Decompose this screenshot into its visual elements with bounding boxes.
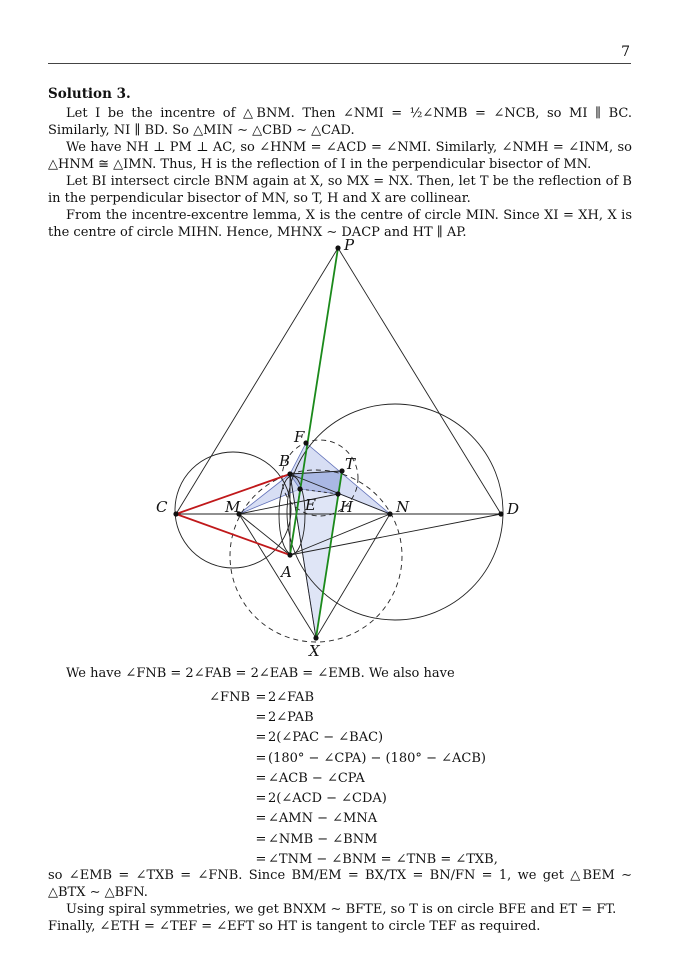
equation-row xyxy=(190,768,498,788)
equation-rhs: ∠ACB − ∠CPA xyxy=(268,770,365,786)
equation-relation: = xyxy=(255,689,267,705)
paragraph-4: From the incentre-excentre lemma, X is the centre of circle MIN. Since XI = XH, X is the centre of circle MIHN. Hence, MHNX ∼ DACP and HT ∥ AP. xyxy=(48,208,632,240)
label-E: E xyxy=(305,496,316,514)
label-P: P xyxy=(344,236,355,254)
point-H xyxy=(335,491,340,496)
equation-relation: = xyxy=(255,750,267,766)
label-A: A xyxy=(281,563,292,581)
equation-chain xyxy=(190,687,498,870)
equation-rhs: 2(∠ACD − ∠CDA) xyxy=(268,791,387,807)
label-B: B xyxy=(279,452,291,470)
equation-relation: = xyxy=(255,852,267,868)
paragraph-2: We have NH ⊥ PM ⊥ AC, so ∠HNM = ∠ACD = ∠NMI. Similarly, ∠NMH = ∠INM, so △HNM ≅ △IMN. Thus, H is the reflection of I in the perpendicular bisector of MN. xyxy=(48,140,632,172)
point-N xyxy=(387,511,392,516)
lead-sentence: We have ∠FNB = 2∠FAB = 2∠EAB = ∠EMB. We also have xyxy=(66,666,455,681)
equation-row xyxy=(190,748,498,768)
page-number: 7 xyxy=(621,44,630,60)
conclusion-line-1: so ∠EMB = ∠TXB = ∠FNB. Since BM/EM = BX/TX = BN/FN = 1, we get △BEM ∼ △BTX ∼ △BFN. xyxy=(48,868,632,900)
point-E xyxy=(297,486,302,491)
conclusion-text xyxy=(48,867,632,935)
line-MA xyxy=(239,514,290,555)
paragraph-1: Let I be the incentre of △BNM. Then ∠NMI = ½∠NMB = ∠NCB, so MI ∥ BC. Similarly, NI ∥ BD. So △MIN ∼ △CBD ∼ △CAD. xyxy=(48,106,632,138)
label-T: T xyxy=(345,455,356,473)
equation-rhs: ∠TNM − ∠BNM = ∠TNB = ∠TXB, xyxy=(268,852,498,868)
equation-row xyxy=(190,788,498,808)
segment-CA xyxy=(176,514,290,555)
geometry-figure xyxy=(0,236,680,661)
equation-rhs: 2∠PAB xyxy=(268,709,314,725)
equation-rhs: ∠AMN − ∠MNA xyxy=(268,811,378,827)
line-PD xyxy=(338,248,501,514)
equation-rhs: (180° − ∠CPA) − (180° − ∠ACB) xyxy=(268,750,486,766)
label-C: C xyxy=(156,498,168,516)
point-X xyxy=(313,635,318,640)
solution-heading: Solution 3. xyxy=(48,86,131,102)
point-labels xyxy=(156,236,519,660)
conclusion-line-3: Finally, ∠ETH = ∠TEF = ∠EFT so HT is tangent to circle TEF as required. xyxy=(48,919,541,934)
equation-row xyxy=(190,728,498,748)
equation-relation: = xyxy=(255,811,267,827)
equation-rhs: 2(∠PAC − ∠BAC) xyxy=(268,730,384,746)
paragraph-3: Let BI intersect circle BNM again at X, so MX = NX. Then, let T be the reflection of B in the perpendicular bisector of MN, so T, H and X are collinear. xyxy=(48,174,632,206)
equation-relation: = xyxy=(255,831,267,847)
equation-relation: = xyxy=(255,791,267,807)
point-D xyxy=(498,511,503,516)
equation-rhs: 2∠FAB xyxy=(268,689,314,705)
equation-relation: = xyxy=(255,709,267,725)
label-N: N xyxy=(396,498,410,516)
equation-row xyxy=(190,707,498,727)
conclusion-line-2: Using spiral symmetries, we get BNXM ∼ BFTE, so T is on circle BFE and ET = FT. xyxy=(66,902,617,917)
points xyxy=(173,245,503,640)
black-lines xyxy=(176,248,501,638)
equation-relation: = xyxy=(255,770,267,786)
solution-text xyxy=(48,86,632,241)
equation-relation: = xyxy=(255,730,267,746)
label-H: H xyxy=(340,498,354,516)
equation-row xyxy=(190,829,498,849)
point-P xyxy=(335,245,340,250)
label-X: X xyxy=(309,642,320,660)
point-A xyxy=(287,552,292,557)
equation-rhs: ∠NMB − ∠BNM xyxy=(268,831,378,847)
triangle-BTX xyxy=(290,471,342,638)
equation-row xyxy=(190,809,498,829)
point-C xyxy=(173,511,178,516)
label-F: F xyxy=(294,428,305,446)
label-D: D xyxy=(507,500,520,518)
label-M: M xyxy=(225,498,241,516)
point-T xyxy=(339,468,344,473)
equation-row xyxy=(190,687,498,707)
equation-lhs: ∠FNB xyxy=(209,689,250,705)
header-rule xyxy=(48,63,631,64)
point-B xyxy=(287,471,292,476)
